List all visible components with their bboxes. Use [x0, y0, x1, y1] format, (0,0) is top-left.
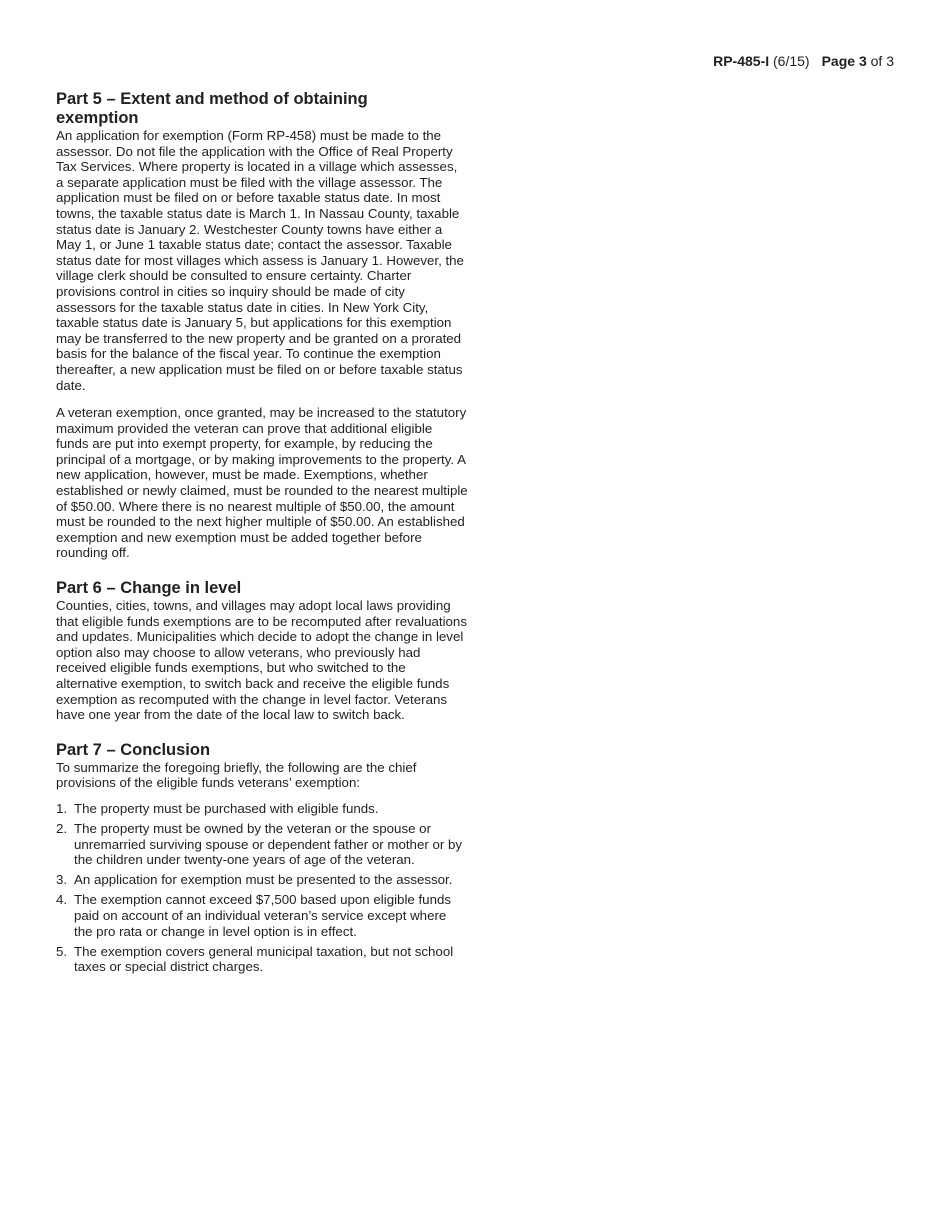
list-item-number: 1. [56, 800, 68, 816]
list-item-text: The property must be owned by the veteran or the spouse or unremarried surviving spouse or dependent father or mother or by the children under twenty-one years of age of the veteran. [74, 821, 463, 868]
form-id: RP-485-I [713, 53, 770, 69]
list-item [56, 944, 468, 975]
provisions-list [56, 801, 468, 975]
list-item [56, 801, 468, 817]
part7-intro: To summarize the foregoing briefly, the following are the chief provisions of the eligible funds veterans’ exemption: [56, 759, 417, 791]
part5-heading-line1: Part 5 – Extent and method of obtaining [56, 90, 368, 108]
form-revision: (6/15) [773, 53, 810, 69]
list-item-number: 3. [56, 872, 68, 888]
list-item-text: The exemption covers general municipal taxation, but not school taxes or special district charges. [74, 943, 454, 975]
list-item-text: The exemption cannot exceed $7,500 based upon eligible funds paid on account of an individual veteran’s service except where the pro rata or change in level option is in effect. [74, 892, 452, 939]
part5-paragraph1: An application for exemption (Form RP-458) must be made to the assessor. Do not file the application with the Office of Real Property Tax Services. Where property is located in a village which assesses, a separate application must be filed with the village assessor. The application must be filed on or before taxable status date. In most towns, the taxable status date is March 1. In Nassau County, taxable status date is January 2. Westchester County towns have either a May 1, or June 1 taxable status date; contact the assessor. Taxable status date for most villages which assess is January 1. However, the village clerk should be consulted to ensure certainty. Charter provisions control in cities so inquiry should be made of city assessors for the taxable status date in cities. In New York City, taxable status date is January 5, but applications for this exemption may be transferred to the new property and be granted on a prorated basis for the balance of the fiscal year. To continue the exemption thereafter, a new application must be filed on or before taxable status date. [56, 128, 464, 393]
page-word: Page [821, 53, 856, 69]
list-item-text: An application for exemption must be presented to the assessor. [74, 872, 453, 888]
list-item [56, 821, 468, 868]
list-item-number: 5. [56, 943, 68, 959]
part5-section [56, 90, 468, 561]
list-item-number: 4. [56, 892, 68, 908]
page-of: of 3 [870, 53, 894, 69]
part5-heading [56, 90, 468, 128]
page-header [713, 53, 894, 69]
list-item-text: The property must be purchased with eligible funds. [74, 800, 379, 816]
list-item-number: 2. [56, 821, 68, 837]
list-item [56, 892, 468, 939]
list-item [56, 872, 468, 888]
part7-section [56, 741, 468, 975]
part5-heading-line2: exemption [56, 109, 139, 127]
part7-heading: Part 7 – Conclusion [56, 740, 211, 759]
part6-paragraph: Counties, cities, towns, and villages may adopt local laws providing that eligible funds exemptions are to be recomputed after revaluations and updates. Municipalities which decide to adopt the change in level option also may choose to allow veterans, who previously had received eligible funds exemptions, but who switched to the alternative exemption, to switch back and receive the eligible funds exemption as recomputed with the change in level factor. Veterans have one year from the date of the local law to switch back. [56, 598, 467, 723]
content-column [56, 90, 468, 993]
part5-paragraph2: A veteran exemption, once granted, may be increased to the statutory maximum provided the veteran can prove that additional eligible funds are put into exempt property, for example, by reducing the principal of a mortgage, or by making improvements to the property. A new application, however, must be made. Exemptions, whether established or newly claimed, must be rounded to the nearest multiple of $50.00. Where there is no nearest multiple of $50.00, the amount must be rounded to the next higher multiple of $50.00. An established exemption and new exemption must be added together before rounding off. [56, 405, 468, 561]
part6-heading: Part 6 – Change in level [56, 579, 242, 598]
page-number: 3 [858, 53, 867, 69]
part6-section [56, 579, 468, 723]
